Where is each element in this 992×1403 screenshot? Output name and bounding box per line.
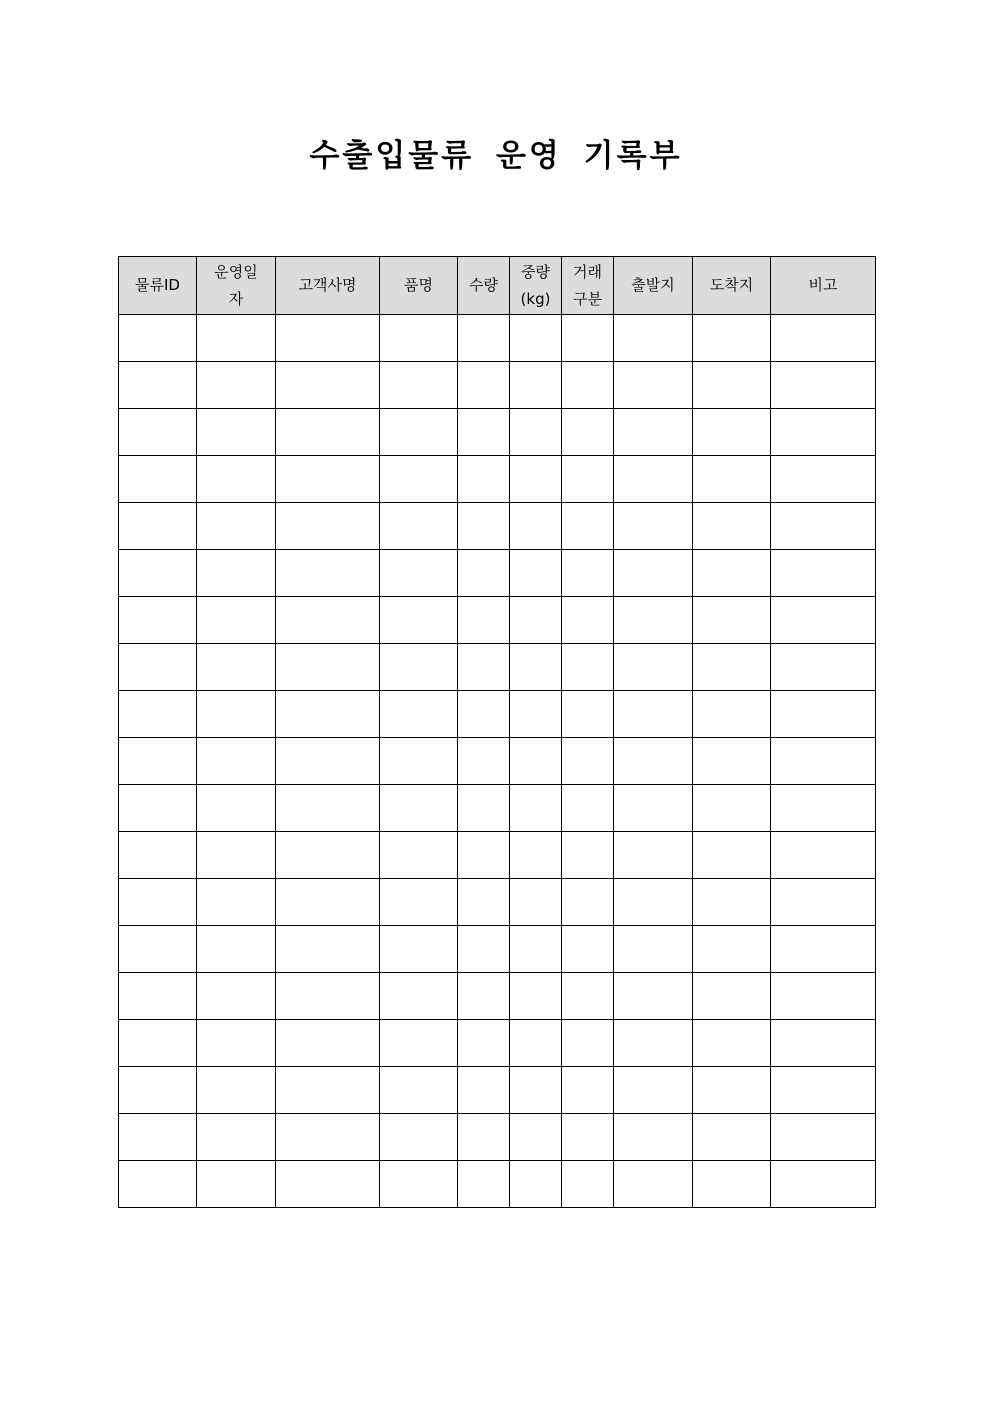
col-header-label: 운영일 자: [214, 262, 258, 308]
table-cell: [771, 1114, 876, 1161]
table-cell: [614, 1067, 693, 1114]
table-cell: [771, 832, 876, 879]
table-cell: [771, 597, 876, 644]
table-cell: [119, 691, 197, 738]
table-row: [119, 644, 876, 691]
col-header-label: 출발지: [631, 276, 675, 294]
table-cell: [458, 362, 510, 409]
col-header-remarks: [771, 257, 876, 315]
table-cell: [510, 879, 562, 926]
table-cell: [119, 644, 197, 691]
table-cell: [380, 738, 458, 785]
table-cell: [119, 1020, 197, 1067]
table-cell: [380, 926, 458, 973]
table-cell: [771, 1161, 876, 1208]
table-cell: [562, 315, 614, 362]
table-cell: [693, 785, 771, 832]
table-cell: [380, 973, 458, 1020]
table-cell: [380, 832, 458, 879]
table-cell: [276, 973, 380, 1020]
table-cell: [562, 832, 614, 879]
table-cell: [458, 644, 510, 691]
table-cell: [562, 738, 614, 785]
table-cell: [119, 879, 197, 926]
table-cell: [510, 738, 562, 785]
table-cell: [614, 503, 693, 550]
table-cell: [562, 1114, 614, 1161]
table-cell: [771, 315, 876, 362]
table-row: [119, 926, 876, 973]
table-cell: [510, 315, 562, 362]
table-cell: [197, 409, 276, 456]
table-cell: [380, 456, 458, 503]
table-cell: [614, 597, 693, 644]
table-row: [119, 456, 876, 503]
table-cell: [119, 597, 197, 644]
table-cell: [197, 1020, 276, 1067]
table-cell: [693, 973, 771, 1020]
table-cell: [614, 315, 693, 362]
table-cell: [458, 1161, 510, 1208]
table-cell: [119, 832, 197, 879]
table-cell: [614, 1114, 693, 1161]
table-cell: [380, 1020, 458, 1067]
table-cell: [458, 456, 510, 503]
col-header-label: 고객사명: [298, 276, 357, 294]
table-row: [119, 597, 876, 644]
col-header-client-name: [276, 257, 380, 315]
table-cell: [276, 597, 380, 644]
table-row: [119, 738, 876, 785]
table-cell: [614, 1020, 693, 1067]
table-row: [119, 1161, 876, 1208]
table-cell: [119, 362, 197, 409]
table-cell: [197, 597, 276, 644]
table-cell: [693, 879, 771, 926]
table-cell: [614, 879, 693, 926]
table-cell: [119, 785, 197, 832]
table-cell: [614, 550, 693, 597]
table-cell: [693, 409, 771, 456]
table-cell: [510, 973, 562, 1020]
table-row: [119, 315, 876, 362]
table-cell: [458, 1114, 510, 1161]
table-cell: [276, 879, 380, 926]
table-cell: [562, 362, 614, 409]
table-cell: [458, 738, 510, 785]
table-cell: [380, 362, 458, 409]
table-cell: [458, 1020, 510, 1067]
table-cell: [458, 409, 510, 456]
table-cell: [197, 738, 276, 785]
table-cell: [119, 456, 197, 503]
table-cell: [562, 1161, 614, 1208]
table-cell: [197, 550, 276, 597]
table-cell: [614, 926, 693, 973]
table-row: [119, 832, 876, 879]
table-cell: [276, 738, 380, 785]
table-cell: [119, 1161, 197, 1208]
table-cell: [562, 597, 614, 644]
col-header-label: 수량: [469, 276, 498, 294]
table-cell: [771, 644, 876, 691]
table-cell: [119, 409, 197, 456]
table-cell: [510, 832, 562, 879]
table-cell: [693, 1161, 771, 1208]
table-cell: [119, 1114, 197, 1161]
table-cell: [510, 785, 562, 832]
table-cell: [693, 456, 771, 503]
table-cell: [380, 644, 458, 691]
table-cell: [693, 644, 771, 691]
table-cell: [380, 409, 458, 456]
table-cell: [614, 973, 693, 1020]
table-cell: [614, 738, 693, 785]
table-cell: [562, 644, 614, 691]
table-row: [119, 973, 876, 1020]
table-cell: [771, 362, 876, 409]
table-cell: [771, 409, 876, 456]
col-header-operation-date: [197, 257, 276, 315]
table-cell: [614, 832, 693, 879]
table-cell: [276, 315, 380, 362]
table-cell: [197, 832, 276, 879]
table-cell: [458, 832, 510, 879]
col-header-label: 물류ID: [135, 276, 180, 294]
table-cell: [380, 879, 458, 926]
table-row: [119, 1114, 876, 1161]
table-row: [119, 1067, 876, 1114]
table-cell: [693, 362, 771, 409]
table-cell: [458, 973, 510, 1020]
col-header-item-name: [380, 257, 458, 315]
col-header-destination: [693, 257, 771, 315]
table-cell: [562, 550, 614, 597]
col-header-label: 비고: [808, 276, 838, 294]
col-header-label: 거래 구분: [573, 262, 602, 308]
table-cell: [562, 973, 614, 1020]
table-cell: [197, 1161, 276, 1208]
table-cell: [197, 973, 276, 1020]
table-cell: [771, 1020, 876, 1067]
table-cell: [276, 456, 380, 503]
table-cell: [510, 503, 562, 550]
table-cell: [771, 1067, 876, 1114]
table-cell: [562, 456, 614, 503]
table-cell: [380, 1161, 458, 1208]
table-cell: [771, 926, 876, 973]
col-header-weight: [510, 257, 562, 315]
table-cell: [562, 926, 614, 973]
header-row: [119, 257, 876, 315]
table-cell: [276, 409, 380, 456]
col-header-quantity: [458, 257, 510, 315]
table-cell: [693, 1020, 771, 1067]
table-cell: [276, 550, 380, 597]
table-cell: [276, 785, 380, 832]
table-cell: [693, 738, 771, 785]
table-cell: [510, 409, 562, 456]
table-cell: [276, 644, 380, 691]
table-cell: [197, 315, 276, 362]
table-row: [119, 785, 876, 832]
table-cell: [458, 785, 510, 832]
table-cell: [276, 503, 380, 550]
col-header-origin: [614, 257, 693, 315]
col-header-logistics-id: [119, 257, 197, 315]
table-cell: [693, 597, 771, 644]
table-cell: [197, 362, 276, 409]
table-row: [119, 1020, 876, 1067]
table-cell: [771, 550, 876, 597]
table-cell: [458, 597, 510, 644]
table-cell: [197, 1114, 276, 1161]
table-cell: [510, 644, 562, 691]
table-cell: [380, 503, 458, 550]
table-cell: [458, 1067, 510, 1114]
table-cell: [614, 456, 693, 503]
table-cell: [276, 832, 380, 879]
table-cell: [510, 362, 562, 409]
table-row: [119, 550, 876, 597]
table-cell: [693, 926, 771, 973]
table-row: [119, 879, 876, 926]
col-header-label: 품명: [404, 276, 433, 294]
table-cell: [510, 1020, 562, 1067]
table-cell: [276, 1020, 380, 1067]
table-cell: [276, 926, 380, 973]
table-cell: [614, 409, 693, 456]
table-cell: [197, 879, 276, 926]
table-cell: [562, 409, 614, 456]
table-cell: [380, 550, 458, 597]
table-cell: [693, 315, 771, 362]
table-cell: [458, 503, 510, 550]
table-row: [119, 691, 876, 738]
table-cell: [614, 362, 693, 409]
table-cell: [276, 1067, 380, 1114]
table-cell: [197, 691, 276, 738]
table-cell: [614, 785, 693, 832]
table-cell: [276, 1114, 380, 1161]
table-cell: [380, 785, 458, 832]
table-cell: [197, 644, 276, 691]
table-cell: [771, 456, 876, 503]
table-cell: [693, 503, 771, 550]
table-cell: [562, 785, 614, 832]
table-cell: [693, 1067, 771, 1114]
table-cell: [510, 691, 562, 738]
table-cell: [119, 550, 197, 597]
table-cell: [562, 503, 614, 550]
table-cell: [380, 597, 458, 644]
table-cell: [380, 1067, 458, 1114]
table-cell: [771, 973, 876, 1020]
table-row: [119, 409, 876, 456]
table-cell: [693, 1114, 771, 1161]
table-cell: [380, 1114, 458, 1161]
table-cell: [380, 315, 458, 362]
table-cell: [458, 691, 510, 738]
table-cell: [510, 456, 562, 503]
table-cell: [771, 879, 876, 926]
table-cell: [510, 1067, 562, 1114]
table-cell: [693, 691, 771, 738]
document-title: 수출입물류 운영 기록부: [309, 138, 683, 174]
table-cell: [614, 1161, 693, 1208]
col-header-transaction-type: [562, 257, 614, 315]
table-cell: [458, 550, 510, 597]
table-cell: [693, 550, 771, 597]
table-cell: [458, 926, 510, 973]
table-cell: [771, 503, 876, 550]
table-cell: [380, 691, 458, 738]
table-cell: [197, 456, 276, 503]
table-cell: [614, 691, 693, 738]
table-cell: [510, 1114, 562, 1161]
table-cell: [771, 738, 876, 785]
table-cell: [119, 738, 197, 785]
table-cell: [119, 315, 197, 362]
table-cell: [562, 1020, 614, 1067]
table-cell: [562, 879, 614, 926]
table-cell: [458, 879, 510, 926]
table-cell: [119, 926, 197, 973]
table-cell: [510, 550, 562, 597]
table-row: [119, 503, 876, 550]
table-cell: [510, 926, 562, 973]
col-header-label: 도착지: [709, 276, 754, 294]
table-cell: [119, 503, 197, 550]
col-header-label: 중량 (kg): [520, 262, 551, 308]
table-cell: [197, 785, 276, 832]
table-cell: [458, 315, 510, 362]
table-cell: [276, 1161, 380, 1208]
table-cell: [693, 832, 771, 879]
table-cell: [510, 1161, 562, 1208]
logistics-log-table: [118, 256, 876, 1208]
table-cell: [771, 691, 876, 738]
table-cell: [197, 926, 276, 973]
table-cell: [562, 1067, 614, 1114]
table-row: [119, 362, 876, 409]
table-body: [119, 315, 876, 1208]
table-cell: [771, 785, 876, 832]
table-cell: [510, 597, 562, 644]
table-cell: [562, 691, 614, 738]
table-cell: [197, 503, 276, 550]
table-cell: [119, 1067, 197, 1114]
table-cell: [614, 644, 693, 691]
table-cell: [276, 362, 380, 409]
table-cell: [197, 1067, 276, 1114]
table-cell: [276, 691, 380, 738]
table-cell: [119, 973, 197, 1020]
